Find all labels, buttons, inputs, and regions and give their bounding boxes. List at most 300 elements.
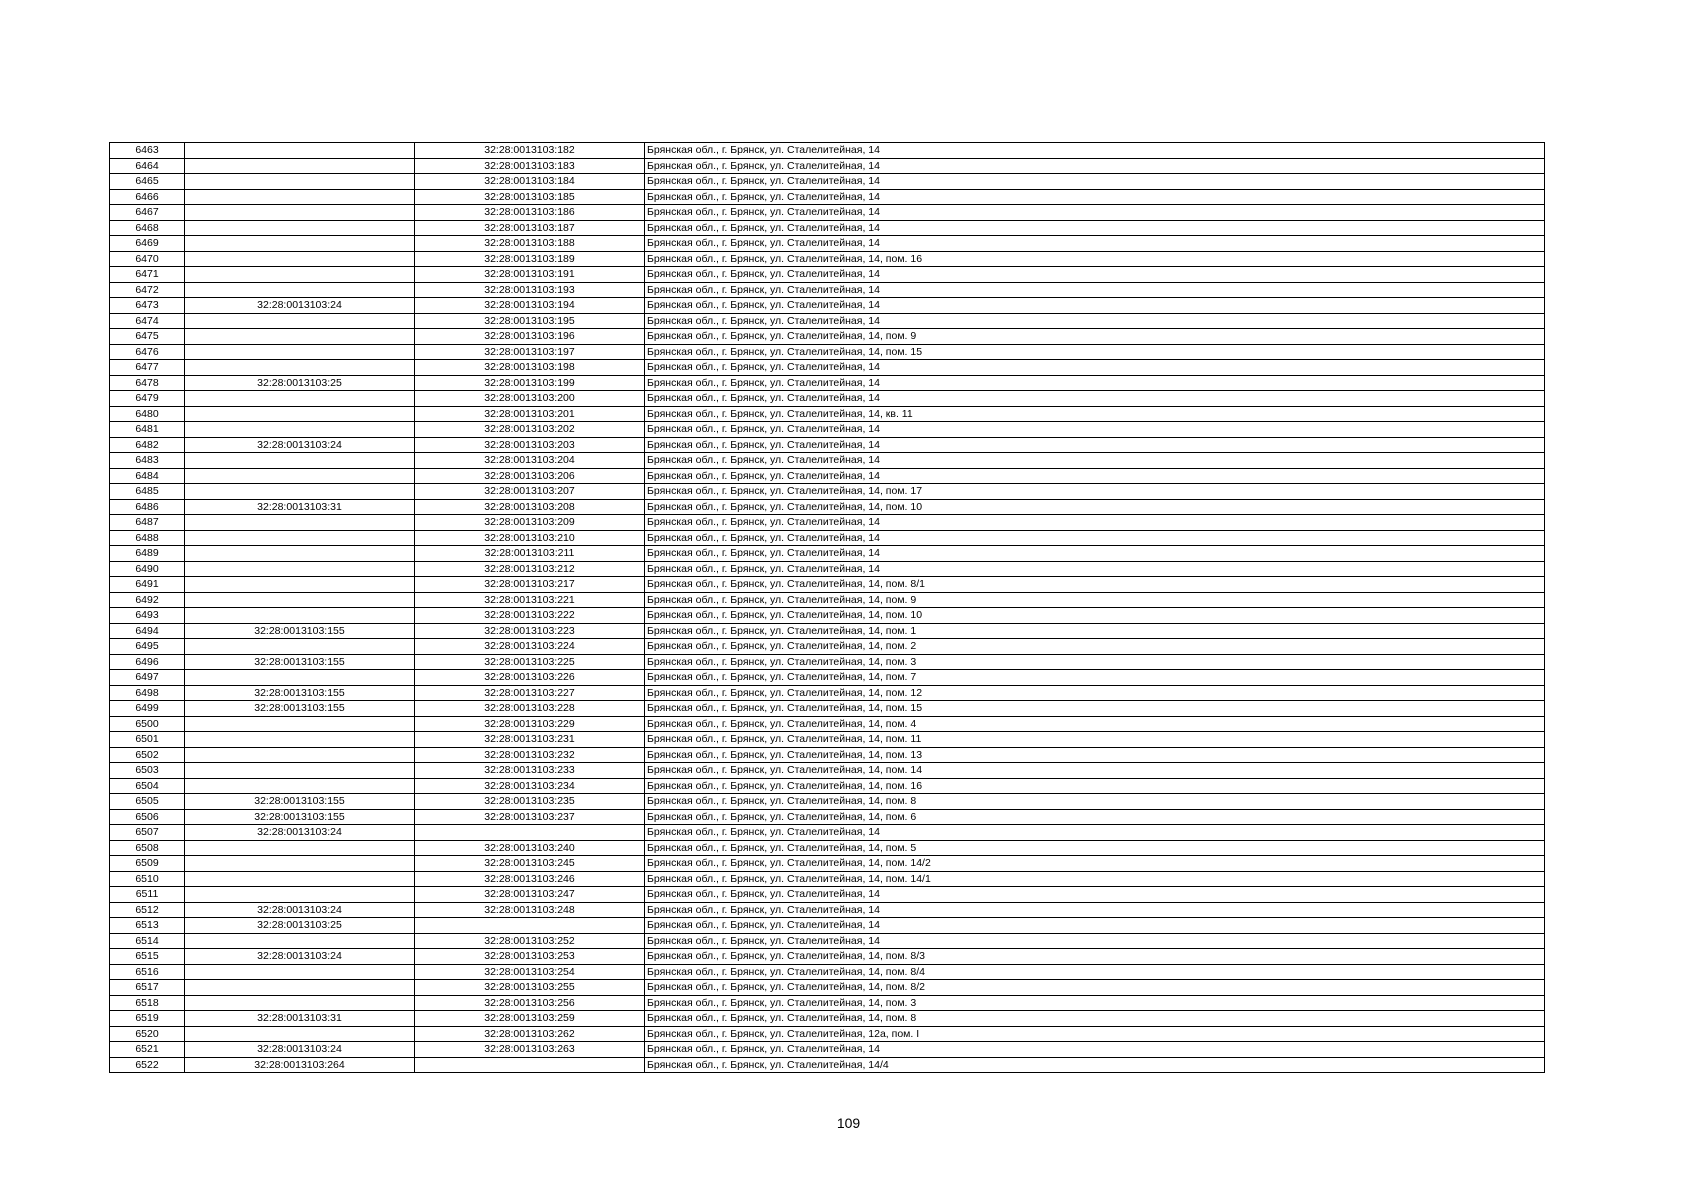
address-cell: Брянская обл., г. Брянск, ул. Сталелитейная, 14	[645, 375, 1545, 391]
row-number-cell: 6467	[110, 205, 185, 221]
parent-cadastral-cell	[185, 329, 415, 345]
table-row	[110, 794, 1545, 810]
parent-cadastral-cell	[185, 608, 415, 624]
row-number-cell: 6491	[110, 577, 185, 593]
cadastral-number-cell: 32:28:0013103:255	[415, 980, 645, 996]
address-cell: Брянская обл., г. Брянск, ул. Сталелитейная, 14, пом. 15	[645, 344, 1545, 360]
row-number-cell: 6486	[110, 499, 185, 515]
address-cell: Брянская обл., г. Брянск, ул. Сталелитейная, 14, пом. 16	[645, 778, 1545, 794]
parent-cadastral-cell	[185, 670, 415, 686]
table-row	[110, 236, 1545, 252]
row-number-cell: 6489	[110, 546, 185, 562]
row-number-cell: 6518	[110, 995, 185, 1011]
address-cell: Брянская обл., г. Брянск, ул. Сталелитейная, 14/4	[645, 1057, 1545, 1073]
table-row	[110, 422, 1545, 438]
table-row	[110, 530, 1545, 546]
table-row	[110, 453, 1545, 469]
parent-cadastral-cell: 32:28:0013103:264	[185, 1057, 415, 1073]
parent-cadastral-cell	[185, 964, 415, 980]
address-cell: Брянская обл., г. Брянск, ул. Сталелитейная, 14, пом. 8/3	[645, 949, 1545, 965]
parent-cadastral-cell	[185, 778, 415, 794]
cadastral-number-cell: 32:28:0013103:185	[415, 189, 645, 205]
parent-cadastral-cell	[185, 406, 415, 422]
table-row	[110, 1057, 1545, 1073]
parent-cadastral-cell	[185, 546, 415, 562]
address-cell: Брянская обл., г. Брянск, ул. Сталелитейная, 14, пом. 14/1	[645, 871, 1545, 887]
cadastral-number-cell: 32:28:0013103:187	[415, 220, 645, 236]
address-cell: Брянская обл., г. Брянск, ул. Сталелитейная, 14, пом. 9	[645, 592, 1545, 608]
address-cell: Брянская обл., г. Брянск, ул. Сталелитейная, 14	[645, 143, 1545, 159]
table-row	[110, 623, 1545, 639]
address-cell: Брянская обл., г. Брянск, ул. Сталелитейная, 14	[645, 453, 1545, 469]
parent-cadastral-cell	[185, 577, 415, 593]
address-cell: Брянская обл., г. Брянск, ул. Сталелитейная, 14, пом. 14	[645, 763, 1545, 779]
table-row	[110, 484, 1545, 500]
row-number-cell: 6472	[110, 282, 185, 298]
cadastral-number-cell: 32:28:0013103:184	[415, 174, 645, 190]
cadastral-number-cell: 32:28:0013103:263	[415, 1042, 645, 1058]
address-cell: Брянская обл., г. Брянск, ул. Сталелитейная, 14	[645, 887, 1545, 903]
row-number-cell: 6471	[110, 267, 185, 283]
row-number-cell: 6477	[110, 360, 185, 376]
table-row	[110, 964, 1545, 980]
address-cell: Брянская обл., г. Брянск, ул. Сталелитейная, 14	[645, 1042, 1545, 1058]
address-cell: Брянская обл., г. Брянск, ул. Сталелитейная, 14	[645, 468, 1545, 484]
parent-cadastral-cell: 32:28:0013103:24	[185, 949, 415, 965]
address-cell: Брянская обл., г. Брянск, ул. Сталелитейная, 12а, пом. I	[645, 1026, 1545, 1042]
row-number-cell: 6505	[110, 794, 185, 810]
row-number-cell: 6476	[110, 344, 185, 360]
row-number-cell: 6500	[110, 716, 185, 732]
address-cell: Брянская обл., г. Брянск, ул. Сталелитейная, 14	[645, 825, 1545, 841]
parent-cadastral-cell: 32:28:0013103:24	[185, 437, 415, 453]
address-cell: Брянская обл., г. Брянск, ул. Сталелитейная, 14, пом. 10	[645, 608, 1545, 624]
parent-cadastral-cell: 32:28:0013103:25	[185, 918, 415, 934]
cadastral-number-cell: 32:28:0013103:252	[415, 933, 645, 949]
row-number-cell: 6490	[110, 561, 185, 577]
parent-cadastral-cell	[185, 871, 415, 887]
address-cell: Брянская обл., г. Брянск, ул. Сталелитейная, 14	[645, 918, 1545, 934]
row-number-cell: 6501	[110, 732, 185, 748]
address-cell: Брянская обл., г. Брянск, ул. Сталелитейная, 14	[645, 267, 1545, 283]
row-number-cell: 6502	[110, 747, 185, 763]
cadastral-number-cell: 32:28:0013103:188	[415, 236, 645, 252]
table-row	[110, 499, 1545, 515]
row-number-cell: 6478	[110, 375, 185, 391]
cadastral-number-cell	[415, 918, 645, 934]
cadastral-number-cell: 32:28:0013103:182	[415, 143, 645, 159]
table-row	[110, 856, 1545, 872]
cadastral-number-cell: 32:28:0013103:221	[415, 592, 645, 608]
parent-cadastral-cell	[185, 220, 415, 236]
parent-cadastral-cell: 32:28:0013103:155	[185, 623, 415, 639]
cadastral-number-cell: 32:28:0013103:235	[415, 794, 645, 810]
table-row	[110, 267, 1545, 283]
cadastral-number-cell: 32:28:0013103:254	[415, 964, 645, 980]
parent-cadastral-cell	[185, 267, 415, 283]
parent-cadastral-cell	[185, 887, 415, 903]
table-row	[110, 158, 1545, 174]
address-cell: Брянская обл., г. Брянск, ул. Сталелитейная, 14	[645, 546, 1545, 562]
cadastral-table	[109, 142, 1545, 1073]
cadastral-number-cell: 32:28:0013103:189	[415, 251, 645, 267]
row-number-cell: 6514	[110, 933, 185, 949]
address-cell: Брянская обл., г. Брянск, ул. Сталелитейная, 14, пом. 1	[645, 623, 1545, 639]
address-cell: Брянская обл., г. Брянск, ул. Сталелитейная, 14, пом. 9	[645, 329, 1545, 345]
address-cell: Брянская обл., г. Брянск, ул. Сталелитейная, 14	[645, 282, 1545, 298]
table-row	[110, 515, 1545, 531]
address-cell: Брянская обл., г. Брянск, ул. Сталелитейная, 14, пом. 3	[645, 995, 1545, 1011]
parent-cadastral-cell	[185, 747, 415, 763]
table-row	[110, 1042, 1545, 1058]
parent-cadastral-cell	[185, 716, 415, 732]
parent-cadastral-cell: 32:28:0013103:24	[185, 902, 415, 918]
parent-cadastral-cell: 32:28:0013103:155	[185, 685, 415, 701]
row-number-cell: 6509	[110, 856, 185, 872]
address-cell: Брянская обл., г. Брянск, ул. Сталелитейная, 14	[645, 391, 1545, 407]
cadastral-number-cell: 32:28:0013103:227	[415, 685, 645, 701]
address-cell: Брянская обл., г. Брянск, ул. Сталелитейная, 14	[645, 220, 1545, 236]
parent-cadastral-cell	[185, 391, 415, 407]
cadastral-number-cell: 32:28:0013103:195	[415, 313, 645, 329]
parent-cadastral-cell	[185, 251, 415, 267]
address-cell: Брянская обл., г. Брянск, ул. Сталелитейная, 14, пом. 3	[645, 654, 1545, 670]
parent-cadastral-cell: 32:28:0013103:25	[185, 375, 415, 391]
cadastral-number-cell: 32:28:0013103:225	[415, 654, 645, 670]
table-row	[110, 375, 1545, 391]
parent-cadastral-cell	[185, 143, 415, 159]
address-cell: Брянская обл., г. Брянск, ул. Сталелитейная, 14	[645, 561, 1545, 577]
parent-cadastral-cell	[185, 856, 415, 872]
table-row	[110, 778, 1545, 794]
address-cell: Брянская обл., г. Брянск, ул. Сталелитейная, 14	[645, 158, 1545, 174]
cadastral-number-cell: 32:28:0013103:209	[415, 515, 645, 531]
row-number-cell: 6513	[110, 918, 185, 934]
parent-cadastral-cell	[185, 282, 415, 298]
row-number-cell: 6496	[110, 654, 185, 670]
table-row	[110, 825, 1545, 841]
address-cell: Брянская обл., г. Брянск, ул. Сталелитейная, 14, пом. 5	[645, 840, 1545, 856]
address-cell: Брянская обл., г. Брянск, ул. Сталелитейная, 14	[645, 530, 1545, 546]
address-cell: Брянская обл., г. Брянск, ул. Сталелитейная, 14, пом. 16	[645, 251, 1545, 267]
row-number-cell: 6480	[110, 406, 185, 422]
row-number-cell: 6498	[110, 685, 185, 701]
cadastral-number-cell: 32:28:0013103:237	[415, 809, 645, 825]
cadastral-number-cell: 32:28:0013103:217	[415, 577, 645, 593]
row-number-cell: 6516	[110, 964, 185, 980]
parent-cadastral-cell	[185, 344, 415, 360]
table-row	[110, 189, 1545, 205]
parent-cadastral-cell	[185, 360, 415, 376]
cadastral-number-cell: 32:28:0013103:226	[415, 670, 645, 686]
parent-cadastral-cell	[185, 561, 415, 577]
row-number-cell: 6493	[110, 608, 185, 624]
address-cell: Брянская обл., г. Брянск, ул. Сталелитейная, 14, пом. 8	[645, 1011, 1545, 1027]
cadastral-number-cell: 32:28:0013103:206	[415, 468, 645, 484]
table-row	[110, 174, 1545, 190]
parent-cadastral-cell	[185, 995, 415, 1011]
address-cell: Брянская обл., г. Брянск, ул. Сталелитейная, 14, пом. 8/1	[645, 577, 1545, 593]
row-number-cell: 6517	[110, 980, 185, 996]
address-cell: Брянская обл., г. Брянск, ул. Сталелитейная, 14	[645, 298, 1545, 314]
address-cell: Брянская обл., г. Брянск, ул. Сталелитейная, 14, пом. 14/2	[645, 856, 1545, 872]
cadastral-number-cell: 32:28:0013103:228	[415, 701, 645, 717]
row-number-cell: 6468	[110, 220, 185, 236]
row-number-cell: 6503	[110, 763, 185, 779]
parent-cadastral-cell	[185, 732, 415, 748]
row-number-cell: 6482	[110, 437, 185, 453]
parent-cadastral-cell	[185, 189, 415, 205]
row-number-cell: 6515	[110, 949, 185, 965]
parent-cadastral-cell: 32:28:0013103:24	[185, 298, 415, 314]
row-number-cell: 6469	[110, 236, 185, 252]
parent-cadastral-cell: 32:28:0013103:155	[185, 809, 415, 825]
address-cell: Брянская обл., г. Брянск, ул. Сталелитейная, 14, пом. 6	[645, 809, 1545, 825]
address-cell: Брянская обл., г. Брянск, ул. Сталелитейная, 14	[645, 360, 1545, 376]
cadastral-number-cell: 32:28:0013103:202	[415, 422, 645, 438]
cadastral-number-cell: 32:28:0013103:247	[415, 887, 645, 903]
cadastral-number-cell: 32:28:0013103:191	[415, 267, 645, 283]
address-cell: Брянская обл., г. Брянск, ул. Сталелитейная, 14	[645, 174, 1545, 190]
cadastral-number-cell: 32:28:0013103:198	[415, 360, 645, 376]
address-cell: Брянская обл., г. Брянск, ул. Сталелитейная, 14, пом. 13	[645, 747, 1545, 763]
parent-cadastral-cell	[185, 174, 415, 190]
parent-cadastral-cell	[185, 484, 415, 500]
row-number-cell: 6508	[110, 840, 185, 856]
address-cell: Брянская обл., г. Брянск, ул. Сталелитейная, 14	[645, 313, 1545, 329]
parent-cadastral-cell	[185, 205, 415, 221]
parent-cadastral-cell	[185, 639, 415, 655]
address-cell: Брянская обл., г. Брянск, ул. Сталелитейная, 14	[645, 515, 1545, 531]
table-row	[110, 701, 1545, 717]
table-row	[110, 577, 1545, 593]
table-row	[110, 220, 1545, 236]
row-number-cell: 6481	[110, 422, 185, 438]
table-row	[110, 251, 1545, 267]
row-number-cell: 6520	[110, 1026, 185, 1042]
address-cell: Брянская обл., г. Брянск, ул. Сталелитейная, 14	[645, 902, 1545, 918]
parent-cadastral-cell	[185, 313, 415, 329]
cadastral-number-cell: 32:28:0013103:223	[415, 623, 645, 639]
row-number-cell: 6475	[110, 329, 185, 345]
parent-cadastral-cell	[185, 530, 415, 546]
cadastral-number-cell: 32:28:0013103:262	[415, 1026, 645, 1042]
parent-cadastral-cell: 32:28:0013103:24	[185, 825, 415, 841]
cadastral-number-cell	[415, 825, 645, 841]
cadastral-number-cell: 32:28:0013103:246	[415, 871, 645, 887]
address-cell: Брянская обл., г. Брянск, ул. Сталелитейная, 14	[645, 236, 1545, 252]
row-number-cell: 6522	[110, 1057, 185, 1073]
table-row	[110, 809, 1545, 825]
table-row	[110, 933, 1545, 949]
table-row	[110, 437, 1545, 453]
address-cell: Брянская обл., г. Брянск, ул. Сталелитейная, 14, пом. 11	[645, 732, 1545, 748]
row-number-cell: 6511	[110, 887, 185, 903]
parent-cadastral-cell	[185, 933, 415, 949]
cadastral-number-cell: 32:28:0013103:224	[415, 639, 645, 655]
parent-cadastral-cell	[185, 1026, 415, 1042]
cadastral-number-cell: 32:28:0013103:233	[415, 763, 645, 779]
parent-cadastral-cell	[185, 453, 415, 469]
address-cell: Брянская обл., г. Брянск, ул. Сталелитейная, 14, пом. 4	[645, 716, 1545, 732]
row-number-cell: 6512	[110, 902, 185, 918]
row-number-cell: 6466	[110, 189, 185, 205]
cadastral-number-cell: 32:28:0013103:222	[415, 608, 645, 624]
address-cell: Брянская обл., г. Брянск, ул. Сталелитейная, 14, пом. 7	[645, 670, 1545, 686]
cadastral-number-cell: 32:28:0013103:211	[415, 546, 645, 562]
parent-cadastral-cell	[185, 468, 415, 484]
table-row	[110, 282, 1545, 298]
table-row	[110, 313, 1545, 329]
cadastral-number-cell: 32:28:0013103:231	[415, 732, 645, 748]
address-cell: Брянская обл., г. Брянск, ул. Сталелитейная, 14, пом. 10	[645, 499, 1545, 515]
address-cell: Брянская обл., г. Брянск, ул. Сталелитейная, 14	[645, 189, 1545, 205]
parent-cadastral-cell: 32:28:0013103:155	[185, 794, 415, 810]
cadastral-number-cell: 32:28:0013103:232	[415, 747, 645, 763]
cadastral-number-cell: 32:28:0013103:201	[415, 406, 645, 422]
table-row	[110, 949, 1545, 965]
row-number-cell: 6507	[110, 825, 185, 841]
table-row	[110, 685, 1545, 701]
row-number-cell: 6473	[110, 298, 185, 314]
cadastral-number-cell: 32:28:0013103:207	[415, 484, 645, 500]
page-number: 109	[836, 1115, 861, 1131]
row-number-cell: 6510	[110, 871, 185, 887]
cadastral-number-cell: 32:28:0013103:204	[415, 453, 645, 469]
table-row	[110, 980, 1545, 996]
address-cell: Брянская обл., г. Брянск, ул. Сталелитейная, 14, пом. 8	[645, 794, 1545, 810]
cadastral-number-cell: 32:28:0013103:253	[415, 949, 645, 965]
row-number-cell: 6479	[110, 391, 185, 407]
cadastral-number-cell: 32:28:0013103:259	[415, 1011, 645, 1027]
row-number-cell: 6506	[110, 809, 185, 825]
table-row	[110, 1011, 1545, 1027]
parent-cadastral-cell	[185, 763, 415, 779]
cadastral-number-cell: 32:28:0013103:199	[415, 375, 645, 391]
parent-cadastral-cell: 32:28:0013103:24	[185, 1042, 415, 1058]
cadastral-number-cell: 32:28:0013103:229	[415, 716, 645, 732]
row-number-cell: 6470	[110, 251, 185, 267]
table-row	[110, 716, 1545, 732]
table-row	[110, 298, 1545, 314]
table-row	[110, 840, 1545, 856]
cadastral-number-cell: 32:28:0013103:196	[415, 329, 645, 345]
row-number-cell: 6499	[110, 701, 185, 717]
cadastral-number-cell: 32:28:0013103:183	[415, 158, 645, 174]
address-cell: Брянская обл., г. Брянск, ул. Сталелитейная, 14	[645, 933, 1545, 949]
address-cell: Брянская обл., г. Брянск, ул. Сталелитейная, 14	[645, 437, 1545, 453]
row-number-cell: 6487	[110, 515, 185, 531]
table-row	[110, 344, 1545, 360]
parent-cadastral-cell	[185, 422, 415, 438]
table-row	[110, 329, 1545, 345]
cadastral-number-cell: 32:28:0013103:194	[415, 298, 645, 314]
table-row	[110, 468, 1545, 484]
table-row	[110, 887, 1545, 903]
table-row	[110, 995, 1545, 1011]
table-row	[110, 902, 1545, 918]
table-row	[110, 406, 1545, 422]
table-row	[110, 1026, 1545, 1042]
cadastral-number-cell: 32:28:0013103:245	[415, 856, 645, 872]
table-body	[110, 143, 1545, 1073]
row-number-cell: 6465	[110, 174, 185, 190]
parent-cadastral-cell: 32:28:0013103:155	[185, 701, 415, 717]
cadastral-number-cell: 32:28:0013103:256	[415, 995, 645, 1011]
row-number-cell: 6484	[110, 468, 185, 484]
table-row	[110, 205, 1545, 221]
parent-cadastral-cell	[185, 840, 415, 856]
parent-cadastral-cell	[185, 980, 415, 996]
cadastral-number-cell: 32:28:0013103:200	[415, 391, 645, 407]
row-number-cell: 6483	[110, 453, 185, 469]
cadastral-number-cell: 32:28:0013103:186	[415, 205, 645, 221]
table-row	[110, 747, 1545, 763]
table-row	[110, 918, 1545, 934]
table-row	[110, 608, 1545, 624]
table-row	[110, 871, 1545, 887]
row-number-cell: 6492	[110, 592, 185, 608]
cadastral-number-cell: 32:28:0013103:208	[415, 499, 645, 515]
table-row	[110, 670, 1545, 686]
parent-cadastral-cell: 32:28:0013103:155	[185, 654, 415, 670]
address-cell: Брянская обл., г. Брянск, ул. Сталелитейная, 14	[645, 205, 1545, 221]
cadastral-number-cell: 32:28:0013103:210	[415, 530, 645, 546]
address-cell: Брянская обл., г. Брянск, ул. Сталелитейная, 14, пом. 12	[645, 685, 1545, 701]
address-cell: Брянская обл., г. Брянск, ул. Сталелитейная, 14, пом. 8/2	[645, 980, 1545, 996]
parent-cadastral-cell	[185, 236, 415, 252]
table-row	[110, 546, 1545, 562]
parent-cadastral-cell: 32:28:0013103:31	[185, 499, 415, 515]
cadastral-number-cell: 32:28:0013103:203	[415, 437, 645, 453]
table-row	[110, 654, 1545, 670]
cadastral-number-cell: 32:28:0013103:234	[415, 778, 645, 794]
table-row	[110, 639, 1545, 655]
row-number-cell: 6485	[110, 484, 185, 500]
cadastral-number-cell: 32:28:0013103:197	[415, 344, 645, 360]
row-number-cell: 6494	[110, 623, 185, 639]
address-cell: Брянская обл., г. Брянск, ул. Сталелитейная, 14, пом. 15	[645, 701, 1545, 717]
table-row	[110, 360, 1545, 376]
parent-cadastral-cell	[185, 158, 415, 174]
row-number-cell: 6463	[110, 143, 185, 159]
table-row	[110, 763, 1545, 779]
cadastral-number-cell: 32:28:0013103:248	[415, 902, 645, 918]
table-row	[110, 732, 1545, 748]
row-number-cell: 6464	[110, 158, 185, 174]
address-cell: Брянская обл., г. Брянск, ул. Сталелитейная, 14, кв. 11	[645, 406, 1545, 422]
table-row	[110, 592, 1545, 608]
address-cell: Брянская обл., г. Брянск, ул. Сталелитейная, 14, пом. 2	[645, 639, 1545, 655]
row-number-cell: 6497	[110, 670, 185, 686]
parent-cadastral-cell: 32:28:0013103:31	[185, 1011, 415, 1027]
table-row	[110, 143, 1545, 159]
address-cell: Брянская обл., г. Брянск, ул. Сталелитейная, 14	[645, 422, 1545, 438]
address-cell: Брянская обл., г. Брянск, ул. Сталелитейная, 14, пом. 8/4	[645, 964, 1545, 980]
row-number-cell: 6521	[110, 1042, 185, 1058]
row-number-cell: 6488	[110, 530, 185, 546]
parent-cadastral-cell	[185, 592, 415, 608]
table-row	[110, 391, 1545, 407]
row-number-cell: 6474	[110, 313, 185, 329]
cadastral-number-cell: 32:28:0013103:212	[415, 561, 645, 577]
table-row	[110, 561, 1545, 577]
cadastral-number-cell: 32:28:0013103:240	[415, 840, 645, 856]
row-number-cell: 6495	[110, 639, 185, 655]
cadastral-number-cell: 32:28:0013103:193	[415, 282, 645, 298]
row-number-cell: 6504	[110, 778, 185, 794]
cadastral-number-cell	[415, 1057, 645, 1073]
